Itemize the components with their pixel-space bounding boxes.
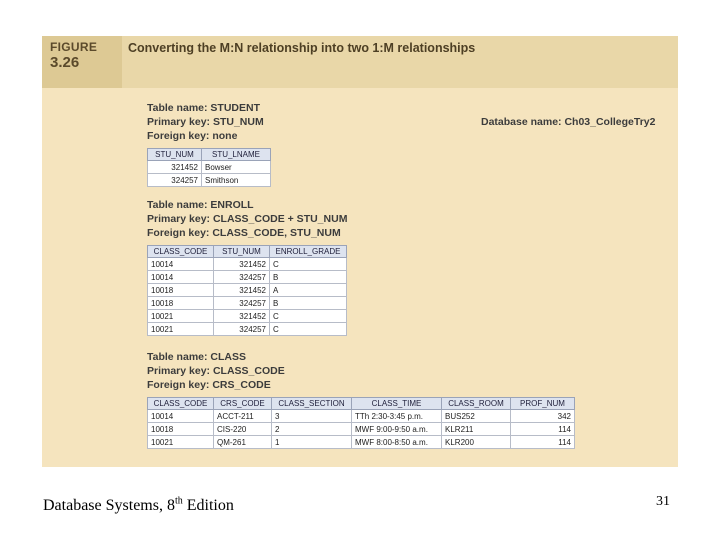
class-table-name: Table name: CLASS: [147, 351, 246, 363]
page-number: 31: [656, 494, 670, 509]
table-cell: 3: [272, 410, 352, 423]
table-cell: Bowser: [202, 161, 271, 174]
table-cell: 321452: [148, 161, 202, 174]
table-cell: 114: [511, 436, 575, 449]
footer-book-title: [43, 497, 234, 515]
table-cell: ACCT-211: [214, 410, 272, 423]
table-cell: 342: [511, 410, 575, 423]
table-cell: 10018: [148, 284, 214, 297]
enroll-foreign-key: Foreign key: CLASS_CODE, STU_NUM: [147, 227, 341, 239]
table-cell: C: [270, 323, 347, 336]
column-header: CLASS_ROOM: [442, 398, 511, 410]
class-table-info: [147, 350, 285, 392]
table-row: [148, 310, 347, 323]
table-row: [148, 284, 347, 297]
student-primary-key: Primary key: STU_NUM: [147, 116, 264, 128]
table-cell: 321452: [214, 258, 270, 271]
table-cell: 1: [272, 436, 352, 449]
table-cell: 10021: [148, 323, 214, 336]
table-cell: Smithson: [202, 174, 271, 187]
table-cell: 324257: [214, 323, 270, 336]
column-header: ENROLL_GRADE: [270, 246, 347, 258]
student-table-info: [147, 101, 264, 143]
table-cell: C: [270, 310, 347, 323]
student-foreign-key: Foreign key: none: [147, 130, 238, 142]
table-cell: 321452: [214, 284, 270, 297]
enroll-table-name: Table name: ENROLL: [147, 199, 254, 211]
table-row: [148, 297, 347, 310]
table-cell: 10014: [148, 410, 214, 423]
figure-number: 3.26: [50, 54, 80, 71]
table-row: [148, 271, 347, 284]
class-foreign-key: Foreign key: CRS_CODE: [147, 379, 271, 391]
class-primary-key: Primary key: CLASS_CODE: [147, 365, 285, 377]
table-cell: KLR200: [442, 436, 511, 449]
table-cell: QM-261: [214, 436, 272, 449]
table-row: [148, 174, 271, 187]
table-row: [148, 258, 347, 271]
column-header: STU_NUM: [214, 246, 270, 258]
column-header: PROF_NUM: [511, 398, 575, 410]
table-cell: 2: [272, 423, 352, 436]
table-row: [148, 161, 271, 174]
footer-book-sup: th: [174, 495, 183, 507]
database-name: Database name: Ch03_CollegeTry2: [481, 116, 656, 128]
student-table: [147, 148, 271, 187]
table-cell: 10018: [148, 297, 214, 310]
table-cell: MWF 9:00-9:50 a.m.: [352, 423, 442, 436]
column-header: CLASS_SECTION: [272, 398, 352, 410]
table-row: [148, 410, 575, 423]
figure-label-box: [42, 36, 122, 88]
column-header: STU_LNAME: [202, 149, 271, 161]
table-cell: C: [270, 258, 347, 271]
footer-book-prefix: Database Systems, 8: [43, 497, 175, 514]
table-header-row: [148, 246, 347, 258]
column-header: CLASS_CODE: [148, 398, 214, 410]
column-header: CRS_CODE: [214, 398, 272, 410]
table-cell: 10021: [148, 436, 214, 449]
table-cell: TTh 2:30-3:45 p.m.: [352, 410, 442, 423]
column-header: CLASS_TIME: [352, 398, 442, 410]
table-cell: 10021: [148, 310, 214, 323]
enroll-primary-key: Primary key: CLASS_CODE + STU_NUM: [147, 213, 348, 225]
table-cell: 114: [511, 423, 575, 436]
table-cell: 324257: [214, 297, 270, 310]
column-header: CLASS_CODE: [148, 246, 214, 258]
student-table-name: Table name: STUDENT: [147, 102, 260, 114]
table-cell: BUS252: [442, 410, 511, 423]
table-cell: B: [270, 271, 347, 284]
table-row: [148, 323, 347, 336]
table-cell: 321452: [214, 310, 270, 323]
class-table: [147, 397, 575, 449]
table-cell: KLR211: [442, 423, 511, 436]
figure-word: FIGURE: [50, 40, 98, 54]
table-cell: 10014: [148, 258, 214, 271]
enroll-table-info: [147, 198, 347, 240]
table-cell: MWF 8:00-8:50 a.m.: [352, 436, 442, 449]
table-header-row: [148, 398, 575, 410]
table-cell: B: [270, 297, 347, 310]
table-cell: 324257: [148, 174, 202, 187]
column-header: STU_NUM: [148, 149, 202, 161]
table-cell: 324257: [214, 271, 270, 284]
figure-title: Converting the M:N relationship into two 1:M relationships: [128, 41, 476, 55]
table-cell: A: [270, 284, 347, 297]
table-cell: CIS-220: [214, 423, 272, 436]
table-row: [148, 423, 575, 436]
footer-book-suffix: Edition: [182, 497, 234, 514]
table-cell: 10014: [148, 271, 214, 284]
table-header-row: [148, 149, 271, 161]
table-row: [148, 436, 575, 449]
figure-header: [42, 36, 678, 88]
table-cell: 10018: [148, 423, 214, 436]
enroll-table: [147, 245, 347, 336]
